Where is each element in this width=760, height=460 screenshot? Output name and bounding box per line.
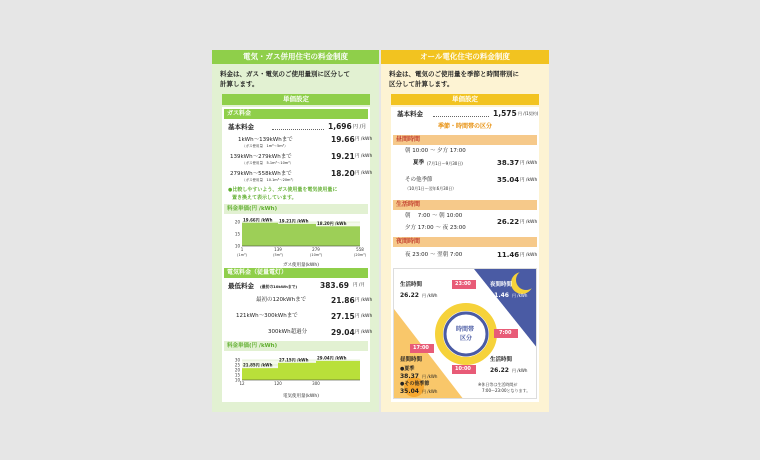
chart-bar: [242, 223, 278, 246]
night-value: 11.46: [497, 251, 520, 259]
gas-tier-label: 1kWh〜139kWhまで: [238, 137, 293, 143]
gas-tier-label: 279kWh〜558kWhまで: [230, 171, 292, 177]
chart-value-label: 19.21円 /kWh: [279, 218, 309, 224]
chart-y-tick-label: 30: [234, 357, 240, 363]
day-heading: 昼間時間: [393, 135, 537, 145]
clock-time-2300: 23:00: [455, 281, 471, 287]
chart-value-label: 27.15円 /kWh: [279, 357, 309, 363]
chart-y-tick-label: 10: [234, 377, 240, 383]
chart-value-label: 21.85円 /kWh: [243, 362, 273, 368]
gas-price-chart: [224, 216, 368, 268]
gas-tier-note: （ガス使用量 1m³〜5m³）: [242, 144, 288, 148]
clock-footnote-line1: ※休日等は生活時間が: [478, 382, 518, 387]
chart-bar: [278, 224, 316, 246]
gas-tier-value: 18.20: [331, 169, 355, 178]
chart-y-tick-label: 25: [234, 362, 240, 368]
chart-x-tick-label: 120: [274, 381, 282, 386]
elec-chart-title: 料金単価(円 /kWh): [224, 341, 368, 351]
elec-tier-unit: 円 /kWh: [355, 314, 373, 319]
chart-value-label: 19.66円 /kWh: [243, 217, 273, 223]
chart-x-tick-sub-label: (10m³): [310, 253, 322, 257]
chart-x-axis-title: ガス使用量(kWh): [283, 263, 319, 268]
chart-x-tick-label: 12: [239, 381, 245, 386]
right-panel-title: オール電化住宅の料金制度: [381, 50, 549, 64]
day-summer-period: (7月1日〜9月30日): [427, 161, 463, 166]
gas-tier-label: 139kWh〜279kWhまで: [230, 154, 292, 160]
chart-x-tick-sub-label: (5m³): [273, 253, 283, 257]
clock-unit: 円 /kWh: [512, 368, 528, 373]
night-time: 夜 23:00 〜 翌朝 7:00: [405, 252, 463, 258]
chart-bar: [316, 226, 360, 246]
elec-tier-unit: 円 /kWh: [355, 298, 373, 303]
leader-dots: [272, 127, 324, 130]
chart-bar: [316, 361, 360, 380]
clock-unit: 円 /kWh: [512, 293, 528, 298]
all-elec-base-value: 1,575: [493, 109, 517, 118]
gas-tier-value: 19.66: [331, 135, 355, 144]
gas-base-label: 基本料金: [228, 123, 254, 131]
right-intro-line1: 料金は、電気のご使用量を季節と時間帯別に: [389, 70, 519, 78]
day-other-label: その他季節: [405, 177, 433, 183]
day-unit: 円 /kWh: [520, 161, 538, 166]
life-value: 26.22: [497, 218, 520, 226]
gas-heading: ガス料金: [224, 109, 368, 119]
day-time: 朝 10:00 〜 夕方 17:00: [405, 148, 466, 154]
left-section-title: 単価設定: [222, 94, 370, 105]
gas-note-line2: 置き換えて表示しています。: [232, 195, 297, 201]
clock-day-summer: ●夏季: [400, 366, 415, 372]
chart-value-label: 29.04円 /kWh: [317, 355, 347, 361]
chart-x-tick-label: 1: [240, 247, 244, 252]
elec-heading: 電気料金（従量電灯）: [224, 268, 368, 278]
left-card: [222, 107, 373, 402]
clock-day-other: ●その他季節: [400, 381, 430, 387]
chart-bar: [278, 363, 316, 380]
chart-y-tick-label: 15: [234, 231, 240, 237]
right-card: [391, 107, 539, 402]
elec-tier-unit: 円 /kWh: [355, 330, 373, 335]
elec-min-value: 383.69: [320, 281, 349, 290]
chart-x-tick-label: 300: [312, 381, 320, 386]
elec-tier-label: 最初の120kWhまで: [256, 297, 307, 303]
clock-unit: 円 /kWh: [422, 374, 438, 379]
chart-x-axis-title: 電気使用量(kWh): [283, 394, 319, 399]
night-unit: 円 /kWh: [520, 253, 538, 258]
clock-center-line2: 区分: [460, 335, 473, 342]
elec-tier-value: 27.15: [331, 312, 355, 321]
clock-unit: 円 /kWh: [422, 389, 438, 394]
night-heading: 夜間時間: [393, 237, 537, 247]
clock-center-line1: 時間帯: [456, 326, 475, 333]
life-heading: 生活時間: [393, 200, 537, 210]
elec-tier-value: 21.86: [331, 296, 355, 305]
clock-night-value: 11.46: [490, 292, 509, 299]
clock-life-br-label: 生活時間: [490, 357, 513, 363]
elec-price-chart: [224, 352, 368, 400]
chart-y-tick-label: 15: [234, 372, 240, 378]
gas-tier-unit: 円 /kWh: [355, 137, 373, 142]
elec-min-label: 最低料金: [228, 282, 254, 290]
chart-x-tick-sub-label: (20m³): [354, 253, 366, 257]
chart-y-tick-label: 20: [234, 219, 240, 225]
clock-day-summer-value: 38.37: [400, 373, 419, 380]
chart-value-label: 18.20円 /kWh: [317, 220, 347, 226]
clock-life-br-value: 26.22: [490, 367, 509, 374]
gas-note-line1: ●比較しやすいよう、ガス使用量を電気使用量に: [228, 187, 338, 193]
life-time1: 朝 7:00 〜 朝 10:00: [405, 213, 463, 219]
life-unit: 円 /kWh: [520, 220, 538, 225]
leader-dots: [433, 114, 489, 117]
day-summer-label: 夏季: [413, 160, 425, 166]
clock-time-0700: 7:00: [499, 330, 512, 336]
day-unit: 円 /kWh: [520, 178, 538, 183]
elec-tier-value: 29.04: [331, 328, 355, 337]
clock-night-label: 夜間時間: [490, 282, 513, 288]
clock-time-1700: 17:00: [413, 345, 429, 351]
life-time2: 夕方 17:00 〜 夜 23:00: [405, 225, 466, 231]
elec-tier-label: 121kWh〜300kWhまで: [236, 313, 298, 319]
clock-life-value: 26.22: [400, 292, 419, 299]
chart-x-tick-label: 139: [274, 247, 282, 252]
day-other-period: （10月1日〜翌年6月30日）: [405, 186, 457, 191]
elec-min-unit: 円 /月: [353, 283, 365, 288]
clock-day-other-value: 35.04: [400, 388, 419, 395]
day-other-value: 35.04: [497, 176, 520, 184]
gas-base-unit: 円 /月: [353, 124, 367, 130]
left-panel-title: 電気・ガス併用住宅の料金制度: [212, 50, 379, 64]
chart-x-tick-sub-label: (1m³): [237, 253, 247, 257]
chart-bar: [242, 368, 278, 380]
gas-tier-unit: 円 /kWh: [355, 154, 373, 159]
clock-footnote-line2: 7:00〜23:00となります。: [482, 388, 531, 393]
gas-base-value: 1,696: [328, 122, 352, 131]
chart-y-tick-label: 20: [234, 367, 240, 373]
gas-tier-unit: 円 /kWh: [355, 171, 373, 176]
clock-unit: 円 /kWh: [422, 293, 438, 298]
right-section-title: 単価設定: [391, 94, 539, 105]
left-intro-line2: 計算します。: [220, 80, 259, 88]
right-panel: [381, 50, 549, 412]
clock-time-1000: 10:00: [455, 366, 471, 372]
right-intro-line2: 区分して計算します。: [389, 80, 454, 88]
elec-tier-label: 300kWh超過分: [268, 329, 308, 335]
all-elec-base-unit: 円 /(1契約): [518, 111, 539, 116]
clock-day-label: 昼間時間: [400, 357, 423, 363]
chart-x-tick-label: 558: [356, 247, 364, 252]
clock-life-label: 生活時間: [400, 282, 423, 288]
season-heading: 季節・時間帯の区分: [437, 123, 492, 130]
all-elec-base-label: 基本料金: [397, 110, 423, 118]
left-intro-line1: 料金は、ガス・電気のご使用量別に区分して: [220, 70, 350, 78]
time-zone-diagram: [393, 268, 537, 399]
gas-tier-note: （ガス使用量 5.1m³〜10m³）: [242, 161, 294, 165]
gas-tier-value: 19.21: [331, 152, 355, 161]
gas-chart-title: 料金単価(円 /kWh): [224, 204, 368, 214]
chart-x-tick-label: 279: [312, 247, 320, 252]
gas-tier-note: （ガス使用量 10.1m³〜20m³）: [242, 178, 296, 182]
left-panel: [212, 50, 379, 412]
chart-y-tick-label: 10: [234, 243, 240, 249]
elec-min-sub: (最初の10kWhまで): [260, 284, 298, 289]
day-summer-value: 38.37: [497, 159, 520, 167]
